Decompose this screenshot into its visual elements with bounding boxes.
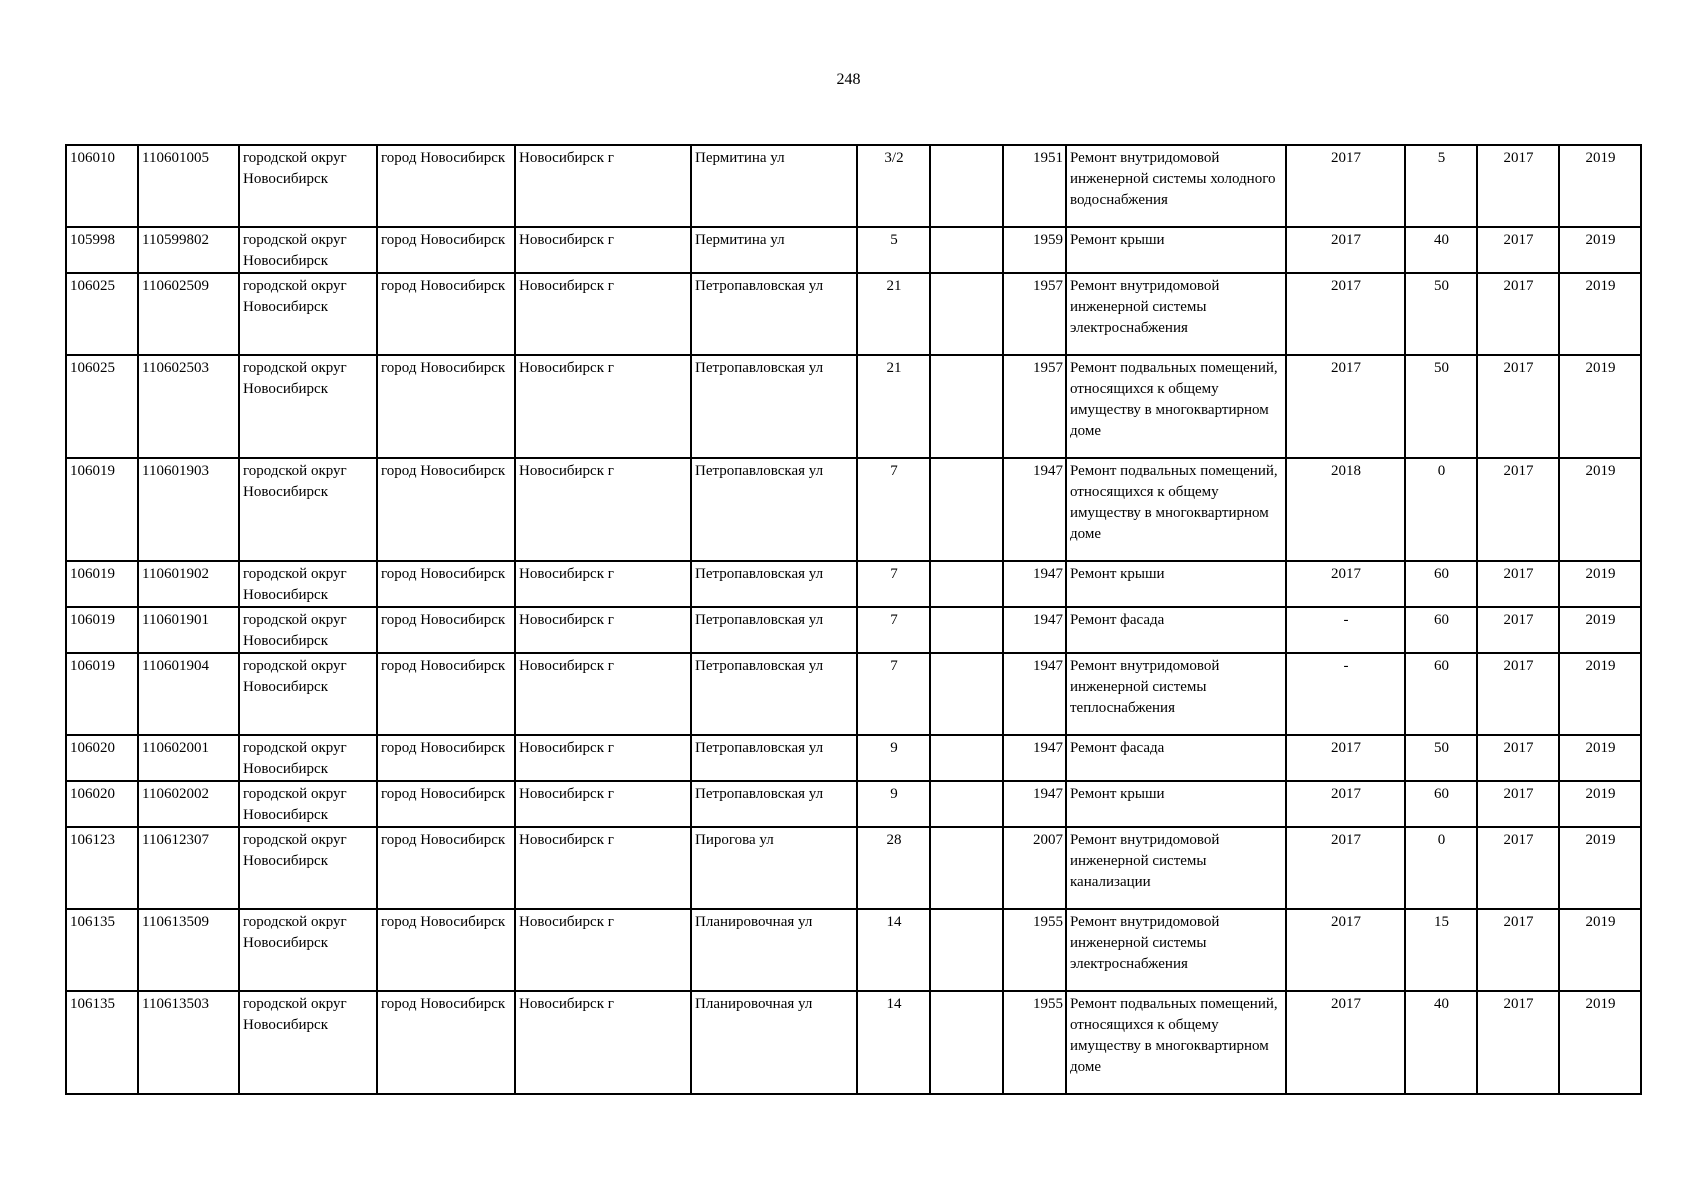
cell-settlement: город Новосибирск bbox=[377, 145, 515, 227]
cell-last-repair-year: 2017 bbox=[1286, 227, 1405, 273]
cell-last-repair-year: 2017 bbox=[1286, 735, 1405, 781]
cell-locality: Новосибирск г bbox=[515, 227, 691, 273]
cell-wear: 5 bbox=[1405, 145, 1477, 227]
cell-building bbox=[930, 458, 1003, 561]
cell-street: Пермитина ул bbox=[691, 227, 857, 273]
cell-period-start: 2017 bbox=[1477, 827, 1559, 909]
cell-street: Петропавловская ул bbox=[691, 781, 857, 827]
capital-repair-table bbox=[65, 144, 1642, 1095]
cell-house-number: 9 bbox=[857, 781, 930, 827]
cell-period-start: 2017 bbox=[1477, 653, 1559, 735]
cell-build-year: 1947 bbox=[1003, 781, 1066, 827]
cell-last-repair-year: 2017 bbox=[1286, 827, 1405, 909]
cell-building bbox=[930, 273, 1003, 355]
cell-municipal-district: городской округ Новосибирск bbox=[239, 458, 377, 561]
cell-house-id: 106135 bbox=[66, 991, 138, 1094]
cell-house-number: 3/2 bbox=[857, 145, 930, 227]
cell-house-id: 106135 bbox=[66, 909, 138, 991]
table-row bbox=[66, 991, 1641, 1094]
cell-house-id: 106019 bbox=[66, 653, 138, 735]
cell-house-id: 106020 bbox=[66, 735, 138, 781]
table-row bbox=[66, 145, 1641, 227]
page-number: 248 bbox=[836, 71, 861, 88]
cell-work-id: 110602002 bbox=[138, 781, 239, 827]
cell-street: Пермитина ул bbox=[691, 145, 857, 227]
cell-build-year: 1957 bbox=[1003, 273, 1066, 355]
cell-house-number: 7 bbox=[857, 653, 930, 735]
cell-work-id: 110613503 bbox=[138, 991, 239, 1094]
cell-last-repair-year: 2017 bbox=[1286, 145, 1405, 227]
cell-municipal-district: городской округ Новосибирск bbox=[239, 273, 377, 355]
table-row bbox=[66, 781, 1641, 827]
cell-build-year: 1947 bbox=[1003, 458, 1066, 561]
cell-house-number: 7 bbox=[857, 607, 930, 653]
cell-work-type: Ремонт крыши bbox=[1066, 561, 1286, 607]
table-row bbox=[66, 607, 1641, 653]
cell-building bbox=[930, 909, 1003, 991]
cell-wear: 0 bbox=[1405, 827, 1477, 909]
cell-locality: Новосибирск г bbox=[515, 145, 691, 227]
table-row bbox=[66, 561, 1641, 607]
cell-work-id: 110602503 bbox=[138, 355, 239, 458]
table-row bbox=[66, 909, 1641, 991]
cell-street: Петропавловская ул bbox=[691, 355, 857, 458]
cell-wear: 40 bbox=[1405, 227, 1477, 273]
cell-street: Планировочная ул bbox=[691, 909, 857, 991]
cell-house-id: 106025 bbox=[66, 273, 138, 355]
cell-period-start: 2017 bbox=[1477, 145, 1559, 227]
cell-house-number: 14 bbox=[857, 991, 930, 1094]
cell-work-type: Ремонт подвальных помещений, относящихся к общему имуществу в многоквартирном доме bbox=[1066, 991, 1286, 1094]
cell-wear: 60 bbox=[1405, 561, 1477, 607]
cell-settlement: город Новосибирск bbox=[377, 827, 515, 909]
cell-wear: 60 bbox=[1405, 607, 1477, 653]
cell-building bbox=[930, 561, 1003, 607]
cell-work-type: Ремонт подвальных помещений, относящихся к общему имуществу в многоквартирном доме bbox=[1066, 355, 1286, 458]
cell-period-start: 2017 bbox=[1477, 991, 1559, 1094]
cell-building bbox=[930, 145, 1003, 227]
cell-settlement: город Новосибирск bbox=[377, 227, 515, 273]
cell-house-number: 14 bbox=[857, 909, 930, 991]
cell-period-end: 2019 bbox=[1559, 458, 1641, 561]
cell-settlement: город Новосибирск bbox=[377, 355, 515, 458]
cell-work-id: 110613509 bbox=[138, 909, 239, 991]
cell-house-id: 106123 bbox=[66, 827, 138, 909]
cell-work-type: Ремонт крыши bbox=[1066, 781, 1286, 827]
cell-municipal-district: городской округ Новосибирск bbox=[239, 145, 377, 227]
cell-build-year: 1957 bbox=[1003, 355, 1066, 458]
cell-last-repair-year: 2017 bbox=[1286, 909, 1405, 991]
cell-wear: 40 bbox=[1405, 991, 1477, 1094]
cell-locality: Новосибирск г bbox=[515, 827, 691, 909]
cell-house-id: 106020 bbox=[66, 781, 138, 827]
table-row bbox=[66, 827, 1641, 909]
cell-building bbox=[930, 827, 1003, 909]
cell-building bbox=[930, 991, 1003, 1094]
cell-municipal-district: городской округ Новосибирск bbox=[239, 227, 377, 273]
cell-work-type: Ремонт внутридомовой инженерной системы холодного водоснабжения bbox=[1066, 145, 1286, 227]
cell-house-number: 21 bbox=[857, 355, 930, 458]
cell-work-type: Ремонт фасада bbox=[1066, 735, 1286, 781]
cell-period-start: 2017 bbox=[1477, 458, 1559, 561]
cell-work-id: 110599802 bbox=[138, 227, 239, 273]
cell-work-id: 110602509 bbox=[138, 273, 239, 355]
cell-work-id: 110601901 bbox=[138, 607, 239, 653]
cell-settlement: город Новосибирск bbox=[377, 458, 515, 561]
cell-locality: Новосибирск г bbox=[515, 909, 691, 991]
cell-house-id: 105998 bbox=[66, 227, 138, 273]
cell-settlement: город Новосибирск bbox=[377, 653, 515, 735]
cell-building bbox=[930, 607, 1003, 653]
cell-settlement: город Новосибирск bbox=[377, 273, 515, 355]
cell-locality: Новосибирск г bbox=[515, 991, 691, 1094]
cell-wear: 60 bbox=[1405, 781, 1477, 827]
cell-house-number: 9 bbox=[857, 735, 930, 781]
cell-period-end: 2019 bbox=[1559, 561, 1641, 607]
cell-period-end: 2019 bbox=[1559, 827, 1641, 909]
cell-build-year: 1955 bbox=[1003, 909, 1066, 991]
cell-street: Петропавловская ул bbox=[691, 561, 857, 607]
cell-last-repair-year: 2017 bbox=[1286, 991, 1405, 1094]
cell-last-repair-year: 2017 bbox=[1286, 781, 1405, 827]
cell-period-start: 2017 bbox=[1477, 607, 1559, 653]
cell-building bbox=[930, 781, 1003, 827]
cell-locality: Новосибирск г bbox=[515, 273, 691, 355]
table-row bbox=[66, 227, 1641, 273]
cell-period-end: 2019 bbox=[1559, 273, 1641, 355]
cell-build-year: 1947 bbox=[1003, 735, 1066, 781]
cell-build-year: 1951 bbox=[1003, 145, 1066, 227]
cell-period-start: 2017 bbox=[1477, 909, 1559, 991]
cell-last-repair-year: - bbox=[1286, 653, 1405, 735]
cell-work-id: 110601902 bbox=[138, 561, 239, 607]
cell-work-id: 110601903 bbox=[138, 458, 239, 561]
cell-work-type: Ремонт внутридомовой инженерной системы канализации bbox=[1066, 827, 1286, 909]
table-body bbox=[66, 145, 1641, 1094]
cell-period-end: 2019 bbox=[1559, 355, 1641, 458]
cell-work-type: Ремонт внутридомовой инженерной системы теплоснабжения bbox=[1066, 653, 1286, 735]
cell-build-year: 1947 bbox=[1003, 607, 1066, 653]
cell-locality: Новосибирск г bbox=[515, 607, 691, 653]
cell-build-year: 1947 bbox=[1003, 561, 1066, 607]
table-row bbox=[66, 273, 1641, 355]
cell-settlement: город Новосибирск bbox=[377, 735, 515, 781]
cell-last-repair-year: 2018 bbox=[1286, 458, 1405, 561]
cell-period-start: 2017 bbox=[1477, 561, 1559, 607]
cell-house-id: 106019 bbox=[66, 607, 138, 653]
cell-settlement: город Новосибирск bbox=[377, 561, 515, 607]
cell-house-number: 21 bbox=[857, 273, 930, 355]
cell-work-type: Ремонт внутридомовой инженерной системы электроснабжения bbox=[1066, 273, 1286, 355]
cell-work-type: Ремонт подвальных помещений, относящихся к общему имуществу в многоквартирном доме bbox=[1066, 458, 1286, 561]
cell-wear: 0 bbox=[1405, 458, 1477, 561]
cell-building bbox=[930, 355, 1003, 458]
cell-house-id: 106010 bbox=[66, 145, 138, 227]
cell-locality: Новосибирск г bbox=[515, 735, 691, 781]
cell-period-end: 2019 bbox=[1559, 653, 1641, 735]
cell-building bbox=[930, 735, 1003, 781]
cell-municipal-district: городской округ Новосибирск bbox=[239, 991, 377, 1094]
cell-locality: Новосибирск г bbox=[515, 781, 691, 827]
cell-building bbox=[930, 653, 1003, 735]
cell-work-id: 110601005 bbox=[138, 145, 239, 227]
cell-house-number: 7 bbox=[857, 458, 930, 561]
cell-period-start: 2017 bbox=[1477, 227, 1559, 273]
cell-build-year: 2007 bbox=[1003, 827, 1066, 909]
cell-municipal-district: городской округ Новосибирск bbox=[239, 735, 377, 781]
cell-period-end: 2019 bbox=[1559, 909, 1641, 991]
cell-municipal-district: городской округ Новосибирск bbox=[239, 781, 377, 827]
cell-street: Петропавловская ул bbox=[691, 458, 857, 561]
cell-wear: 50 bbox=[1405, 273, 1477, 355]
cell-locality: Новосибирск г bbox=[515, 458, 691, 561]
table-row bbox=[66, 355, 1641, 458]
cell-last-repair-year: 2017 bbox=[1286, 355, 1405, 458]
cell-municipal-district: городской округ Новосибирск bbox=[239, 653, 377, 735]
cell-street: Пирогова ул bbox=[691, 827, 857, 909]
cell-period-start: 2017 bbox=[1477, 781, 1559, 827]
cell-house-number: 5 bbox=[857, 227, 930, 273]
cell-period-end: 2019 bbox=[1559, 607, 1641, 653]
cell-work-id: 110602001 bbox=[138, 735, 239, 781]
cell-locality: Новосибирск г bbox=[515, 653, 691, 735]
cell-municipal-district: городской округ Новосибирск bbox=[239, 827, 377, 909]
cell-work-type: Ремонт крыши bbox=[1066, 227, 1286, 273]
cell-house-number: 28 bbox=[857, 827, 930, 909]
cell-work-type: Ремонт внутридомовой инженерной системы электроснабжения bbox=[1066, 909, 1286, 991]
cell-settlement: город Новосибирск bbox=[377, 607, 515, 653]
cell-build-year: 1955 bbox=[1003, 991, 1066, 1094]
cell-wear: 50 bbox=[1405, 735, 1477, 781]
cell-street: Петропавловская ул bbox=[691, 653, 857, 735]
cell-period-end: 2019 bbox=[1559, 735, 1641, 781]
cell-period-end: 2019 bbox=[1559, 781, 1641, 827]
cell-wear: 50 bbox=[1405, 355, 1477, 458]
cell-house-number: 7 bbox=[857, 561, 930, 607]
cell-locality: Новосибирск г bbox=[515, 355, 691, 458]
cell-street: Петропавловская ул bbox=[691, 273, 857, 355]
cell-work-type: Ремонт фасада bbox=[1066, 607, 1286, 653]
cell-street: Планировочная ул bbox=[691, 991, 857, 1094]
cell-build-year: 1947 bbox=[1003, 653, 1066, 735]
cell-period-end: 2019 bbox=[1559, 227, 1641, 273]
cell-build-year: 1959 bbox=[1003, 227, 1066, 273]
cell-wear: 15 bbox=[1405, 909, 1477, 991]
cell-building bbox=[930, 227, 1003, 273]
table-row bbox=[66, 653, 1641, 735]
cell-period-start: 2017 bbox=[1477, 273, 1559, 355]
cell-locality: Новосибирск г bbox=[515, 561, 691, 607]
cell-settlement: город Новосибирск bbox=[377, 991, 515, 1094]
cell-period-end: 2019 bbox=[1559, 145, 1641, 227]
cell-wear: 60 bbox=[1405, 653, 1477, 735]
cell-house-id: 106025 bbox=[66, 355, 138, 458]
table-row bbox=[66, 735, 1641, 781]
cell-work-id: 110612307 bbox=[138, 827, 239, 909]
cell-house-id: 106019 bbox=[66, 458, 138, 561]
cell-settlement: город Новосибирск bbox=[377, 781, 515, 827]
cell-work-id: 110601904 bbox=[138, 653, 239, 735]
table-row bbox=[66, 458, 1641, 561]
cell-period-end: 2019 bbox=[1559, 991, 1641, 1094]
cell-house-id: 106019 bbox=[66, 561, 138, 607]
cell-municipal-district: городской округ Новосибирск bbox=[239, 561, 377, 607]
cell-municipal-district: городской округ Новосибирск bbox=[239, 355, 377, 458]
cell-municipal-district: городской округ Новосибирск bbox=[239, 607, 377, 653]
cell-last-repair-year: 2017 bbox=[1286, 273, 1405, 355]
cell-street: Петропавловская ул bbox=[691, 607, 857, 653]
cell-municipal-district: городской округ Новосибирск bbox=[239, 909, 377, 991]
cell-period-start: 2017 bbox=[1477, 735, 1559, 781]
cell-last-repair-year: 2017 bbox=[1286, 561, 1405, 607]
cell-period-start: 2017 bbox=[1477, 355, 1559, 458]
cell-last-repair-year: - bbox=[1286, 607, 1405, 653]
cell-settlement: город Новосибирск bbox=[377, 909, 515, 991]
cell-street: Петропавловская ул bbox=[691, 735, 857, 781]
